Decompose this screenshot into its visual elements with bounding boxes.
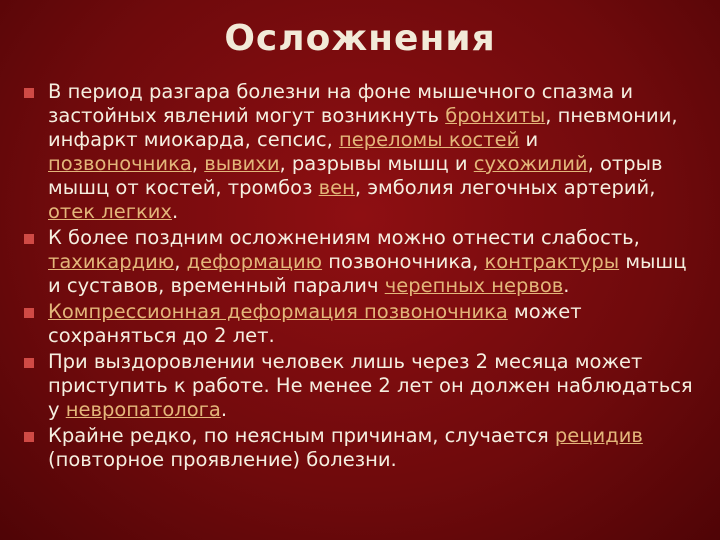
bullet-text: , bbox=[191, 152, 205, 175]
hyperlink[interactable]: сухожилий bbox=[473, 152, 588, 175]
bullet-text: (повторное проявление) болезни. bbox=[48, 448, 397, 471]
bullet-item bbox=[22, 300, 694, 348]
bullet-text: . bbox=[563, 274, 570, 297]
bullet-item bbox=[22, 424, 694, 472]
hyperlink[interactable]: отек легких bbox=[48, 200, 172, 223]
bullet-square-icon bbox=[24, 234, 34, 244]
hyperlink[interactable]: позвоночника bbox=[48, 152, 192, 175]
hyperlink[interactable]: контрактуры bbox=[484, 250, 620, 273]
bullet-item bbox=[22, 350, 694, 422]
bullet-text: мышц и суставов, временный паралич bbox=[48, 250, 687, 297]
bullet-text: позвоночника, bbox=[322, 250, 485, 273]
bullet-text: При выздоровлении человек лишь через 2 месяца может приступить к работе. Не менее 2 лет он должен наблюдаться у bbox=[48, 350, 693, 421]
slide-title: Осложнения bbox=[224, 18, 496, 59]
hyperlink[interactable]: бронхиты bbox=[445, 104, 546, 127]
bullet-text: Крайне редко, по неясным причинам, случается bbox=[48, 424, 555, 447]
bullet-item bbox=[22, 80, 694, 224]
bullet-text: . bbox=[171, 200, 179, 223]
bullet-text: . bbox=[220, 398, 228, 421]
bullet-text: К более поздним осложнениям можно отнести слабость, bbox=[48, 226, 640, 249]
bullet-text: , разрывы мышц и bbox=[279, 152, 474, 175]
bullet-square-icon bbox=[24, 308, 34, 318]
hyperlink[interactable]: вывихи bbox=[204, 152, 280, 175]
bullet-text: , отрыв мышц от костей, тромбоз bbox=[48, 152, 663, 199]
bullet-text: , bbox=[174, 250, 187, 273]
hyperlink[interactable]: переломы костей bbox=[339, 128, 520, 151]
bullet-square-icon bbox=[24, 432, 34, 442]
bullet-text: может сохраняться до 2 лет. bbox=[48, 300, 582, 347]
hyperlink[interactable]: Компрессионная деформация позвоночника bbox=[48, 300, 508, 323]
hyperlink[interactable]: рецидив bbox=[554, 424, 643, 447]
bullet-square-icon bbox=[24, 358, 34, 368]
bullet-text: В период разгара болезни на фоне мышечного спазма и застойных явлений могут возникнуть bbox=[48, 80, 634, 127]
bullet-text: , пневмонии, инфаркт миокарда, сепсис, bbox=[48, 104, 678, 151]
bullet-text: и bbox=[519, 128, 539, 151]
bullet-list bbox=[22, 80, 694, 474]
bullet-text: , эмболия легочных артерий, bbox=[354, 176, 656, 199]
hyperlink[interactable]: черепных нервов bbox=[384, 274, 564, 297]
bullet-item bbox=[22, 226, 694, 298]
hyperlink[interactable]: тахикардию bbox=[48, 250, 175, 273]
bullet-square-icon bbox=[24, 88, 34, 98]
hyperlink[interactable]: вен bbox=[318, 176, 355, 199]
hyperlink[interactable]: деформацию bbox=[186, 250, 323, 273]
hyperlink[interactable]: невропатолога bbox=[65, 398, 221, 421]
